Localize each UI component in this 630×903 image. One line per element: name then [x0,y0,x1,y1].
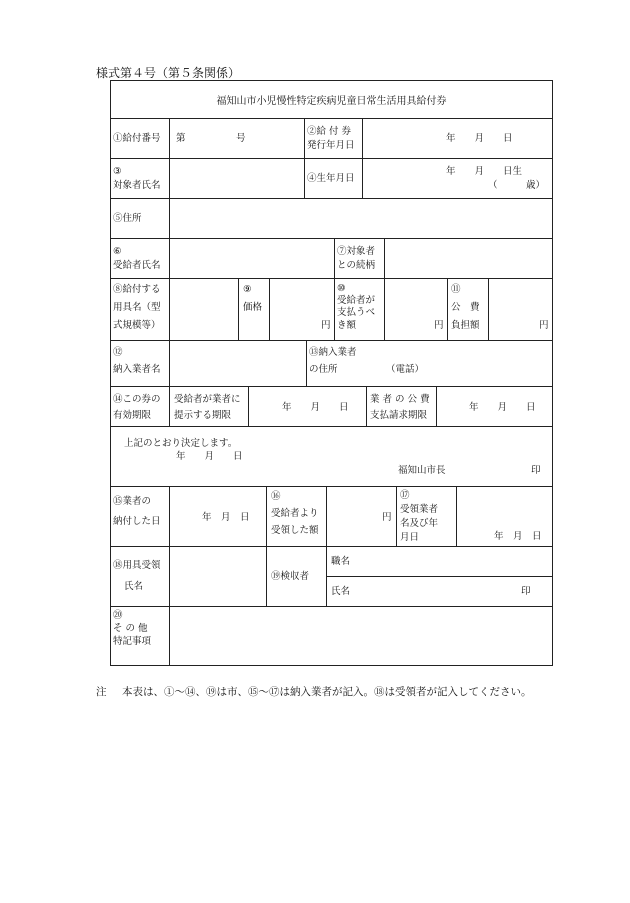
payment-label: 受給者が [337,295,376,306]
vendor-address-label: の住所 [309,364,338,375]
validity-label: ⑭この券の [113,394,161,405]
col-divider [266,486,267,606]
col-divider [334,278,335,340]
birth-date-value: 年 月 日生 [446,166,523,177]
inspector-label: ⑲検収者 [271,571,310,582]
col-divider [169,486,170,666]
payment-label: き額 [337,320,357,331]
remarks-label: 特記事項 [113,636,152,647]
payment-label: ⑩ [337,283,346,294]
row-divider [110,426,553,427]
delivery-date-value: 年 月 日 [202,512,250,523]
payment-yen: 円 [434,320,444,331]
mayor-seal: 印 [531,465,541,476]
receiving-vendor-date: 年 月 日 [494,531,542,542]
birth-date-label: ④生年月日 [307,173,355,184]
col-divider [334,238,335,278]
col-divider [304,118,305,198]
row-divider [110,118,553,119]
issue-date-value: 年 月 日 [446,133,513,144]
equipment-receipt-label: ⑱用具受領 [113,560,161,571]
col-divider [366,386,367,426]
footnote [96,684,556,700]
col-divider [456,486,457,546]
public-burden-yen: 円 [539,320,549,331]
row-divider [326,576,553,577]
claim-deadline-value: 年 月 日 [469,402,536,413]
col-divider [326,486,327,606]
col-divider [248,386,249,426]
public-burden-label: ⑪ [451,284,461,295]
payment-label: 支払うべ [337,307,376,318]
inspector-seal: 印 [521,586,531,597]
remarks-label: そ の 他 [113,623,148,634]
validity-label: 有効期限 [113,410,152,421]
vendor-address-label: ⑬納入業者 [309,347,357,358]
vendor-name-label: ⑫ [113,347,123,358]
form-header: 様式第４号（第５条関係） [96,66,241,80]
recipient-name-label: ⑥ [113,246,122,257]
received-amount-label: ⑯ [271,491,281,502]
col-divider [384,238,385,278]
received-amount-yen: 円 [382,512,392,523]
footnote-text: 本表は、①～⑭、⑲は市、⑮～⑰は納入業者が記入。⑱は受領者が記入してください。 [122,686,532,698]
row-divider [110,340,553,341]
col-divider [238,278,239,340]
job-title-label: 職名 [331,556,351,567]
received-amount-label: 受給者より [271,508,319,519]
present-deadline-label: 提示する期限 [174,410,232,421]
row-divider [110,278,553,279]
row-divider [110,486,553,487]
present-deadline-value: 年 月 日 [282,402,349,413]
footnote-label: 注 [96,686,107,698]
price-label: ⑨ [243,284,252,295]
address-label: ⑤住所 [113,213,142,224]
recipient-name-label: 受給者氏名 [113,260,161,271]
item-name-label: ⑧給付する [113,284,161,295]
col-divider [169,118,170,426]
grant-number-suffix: 号 [236,133,246,144]
claim-deadline-label: 支払請求期限 [370,410,428,421]
col-divider [362,118,363,198]
age-value: （ 歳） [488,180,546,191]
row-divider [110,158,553,159]
row-divider [110,238,553,239]
delivery-date-label: 納付した日 [113,516,161,527]
col-divider [269,278,270,340]
col-divider [447,278,448,340]
col-divider [306,340,307,386]
equipment-receipt-label: 氏名 [124,581,144,592]
row-divider [110,386,553,387]
vendor-name-label: 納入業者名 [113,364,161,375]
relationship-label: ⑦対象者 [337,246,376,257]
present-deadline-label: 受給者が業者に [174,394,241,405]
col-divider [396,486,397,546]
row-divider [110,198,553,199]
receiving-vendor-label: ⑰ [400,490,410,501]
price-yen: 円 [321,320,331,331]
subject-name-label: 対象者氏名 [113,180,161,191]
row-divider [110,546,553,547]
grant-number-prefix: 第 [176,133,186,144]
issue-date-label: ②給 付 券 [307,126,352,137]
receiving-vendor-label: 名及び年 [400,518,439,529]
relationship-label: との続柄 [337,260,376,271]
item-name-label: 式規模等） [113,320,161,331]
form-title: 福知山市小児慢性特定疾病児童日常生活用具給付券 [216,96,447,107]
remarks-label: ⑳ [113,610,123,621]
issue-date-label: 発行年月日 [307,140,355,151]
item-name-label: 用具名（型 [113,302,161,313]
receiving-vendor-label: 月日 [400,532,420,543]
mayor-label: 福知山市長 [398,465,446,476]
grant-number-label: ①給付番号 [113,133,161,144]
claim-deadline-label: 業 者 の 公 費 [370,394,430,405]
row-divider [110,606,553,607]
decision-text: 上記のとおり決定します。 [124,438,238,449]
decision-date: 年 月 日 [176,451,243,462]
delivery-date-label: ⑮業者の [113,496,152,507]
col-divider [384,278,385,340]
price-label: 価格 [243,302,263,313]
received-amount-label: 受領した額 [271,525,319,536]
public-burden-label: 公 費 [451,302,480,313]
receiving-vendor-label: 受領業者 [400,504,439,515]
telephone-label: （電話） [386,364,425,375]
col-divider [488,278,489,340]
public-burden-label: 負担額 [451,320,480,331]
col-divider [436,386,437,426]
subject-name-label: ③ [113,166,122,177]
inspector-name-label: 氏名 [331,586,351,597]
